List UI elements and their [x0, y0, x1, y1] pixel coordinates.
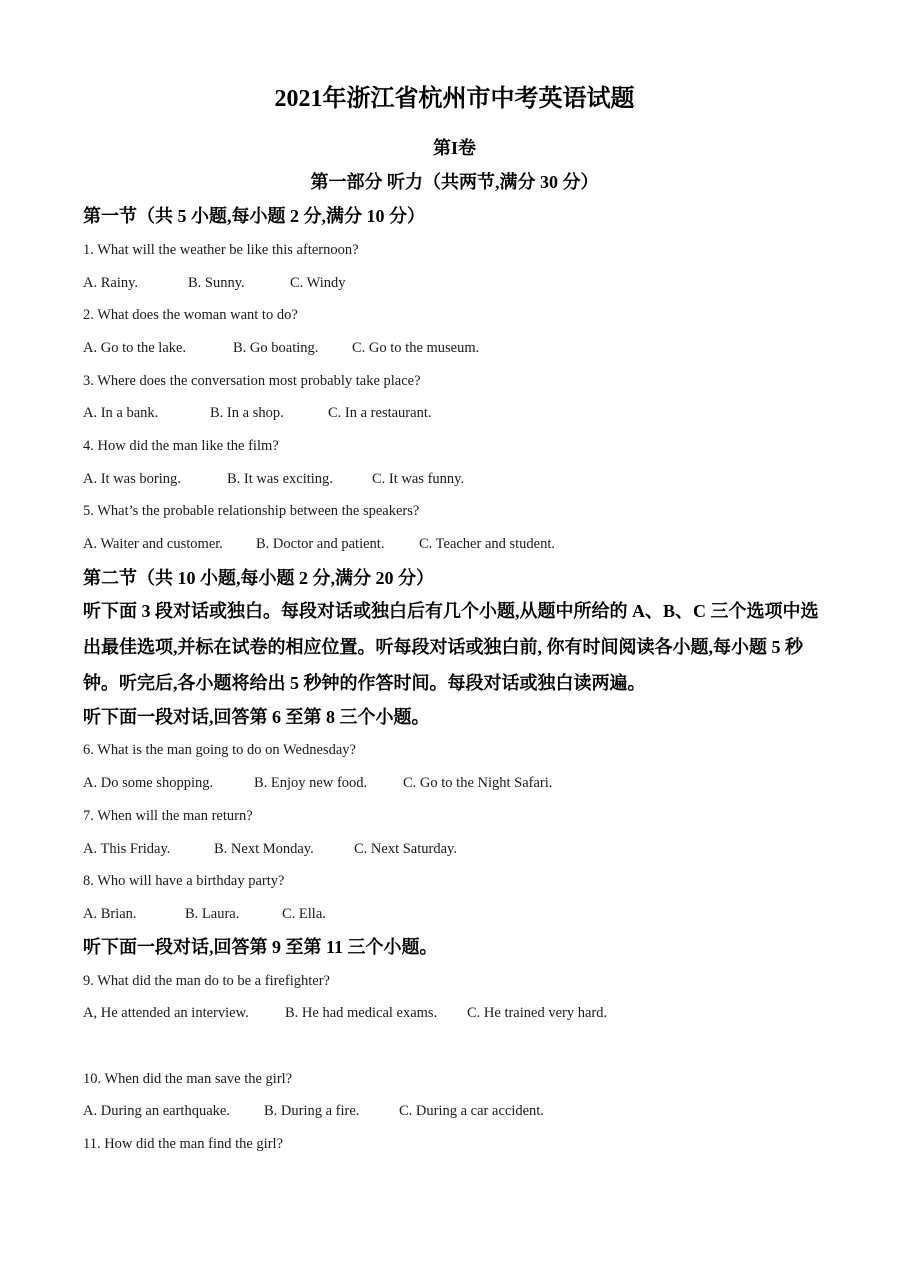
option-b: B. In a shop.	[210, 405, 284, 421]
option-a: A. Do some shopping.	[83, 775, 214, 791]
options-9	[83, 1003, 607, 1023]
option-c: C. Go to the museum.	[352, 340, 480, 356]
option-a: A. Waiter and customer.	[83, 536, 223, 552]
options-10	[83, 1101, 544, 1121]
question-11: 11. How did the man find the girl?	[83, 1136, 284, 1152]
group2-heading: 听下面一段对话,回答第 9 至第 11 三个小题。	[83, 937, 438, 957]
option-a: A. It was boring.	[83, 471, 181, 487]
question-6: 6. What is the man going to do on Wednesday?	[83, 742, 356, 758]
question-4: 4. How did the man like the film?	[83, 438, 279, 454]
option-a: A. This Friday.	[83, 841, 171, 857]
options-4	[83, 469, 464, 489]
section2-heading: 第二节（共 10 小题,每小题 2 分,满分 20 分）	[83, 568, 434, 588]
option-b: B. It was exciting.	[227, 471, 333, 487]
section1-heading: 第一节（共 5 小题,每小题 2 分,满分 10 分）	[83, 206, 425, 226]
option-a: A. In a bank.	[83, 405, 159, 421]
options-6	[83, 773, 552, 793]
option-c: C. In a restaurant.	[328, 405, 432, 421]
question-3: 3. Where does the conversation most probably take place?	[83, 373, 421, 389]
option-c: C. He trained very hard.	[467, 1005, 608, 1021]
option-b: B. Laura.	[185, 906, 240, 922]
exam-title: 2021年浙江省杭州市中考英语试题	[274, 86, 635, 112]
question-10: 10. When did the man save the girl?	[83, 1071, 293, 1087]
group1-heading: 听下面一段对话,回答第 6 至第 8 三个小题。	[83, 707, 430, 727]
options-7	[83, 839, 457, 859]
question-2: 2. What does the woman want to do?	[83, 307, 298, 323]
option-a: A. Brian.	[83, 906, 137, 922]
option-c: C. Teacher and student.	[419, 536, 556, 552]
option-b: B. During a fire.	[264, 1103, 360, 1119]
part-heading: 第一部分 听力（共两节,满分 30 分）	[310, 172, 599, 192]
question-8: 8. Who will have a birthday party?	[83, 873, 285, 889]
option-c: C. Windy	[290, 275, 346, 291]
option-a: A. Go to the lake.	[83, 340, 187, 356]
option-b: B. Sunny.	[188, 275, 245, 291]
option-a: A. During an earthquake.	[83, 1103, 230, 1119]
option-b: B. Enjoy new food.	[254, 775, 368, 791]
option-c: C. Ella.	[282, 906, 326, 922]
option-c: C. Next Saturday.	[354, 841, 457, 857]
option-b: B. Doctor and patient.	[256, 536, 385, 552]
options-3	[83, 403, 431, 423]
option-a: A. Rainy.	[83, 275, 139, 291]
option-b: B. Next Monday.	[214, 841, 314, 857]
question-5: 5. What’s the probable relationship between the speakers?	[83, 503, 420, 519]
options-2	[83, 338, 479, 358]
question-9: 9. What did the man do to be a firefighter?	[83, 973, 330, 989]
volume-label: 第I卷	[432, 138, 476, 158]
option-c: C. It was funny.	[372, 471, 465, 487]
question-7: 7. When will the man return?	[83, 808, 253, 824]
option-a: A, He attended an interview.	[83, 1005, 249, 1021]
option-b: B. He had medical exams.	[285, 1005, 438, 1021]
options-1	[83, 273, 346, 293]
option-c: C. During a car accident.	[399, 1103, 544, 1119]
option-b: B. Go boating.	[233, 340, 319, 356]
question-1: 1. What will the weather be like this afternoon?	[83, 242, 359, 258]
option-c: C. Go to the Night Safari.	[403, 775, 553, 791]
options-5	[83, 534, 555, 554]
section2-instructions: 听下面 3 段对话或独白。每段对话或独白后有几个小题,从题中所给的 A、B、C 三个选项中选出最佳选项,并标在试卷的相应位置。听每段对话或独白前, 你有时间阅读各小题,每小题 5 秒钟。听完后,各小题将给出 5 秒钟的作答时间。每段对话或独白读两遍。	[83, 601, 819, 693]
options-8	[83, 904, 326, 924]
